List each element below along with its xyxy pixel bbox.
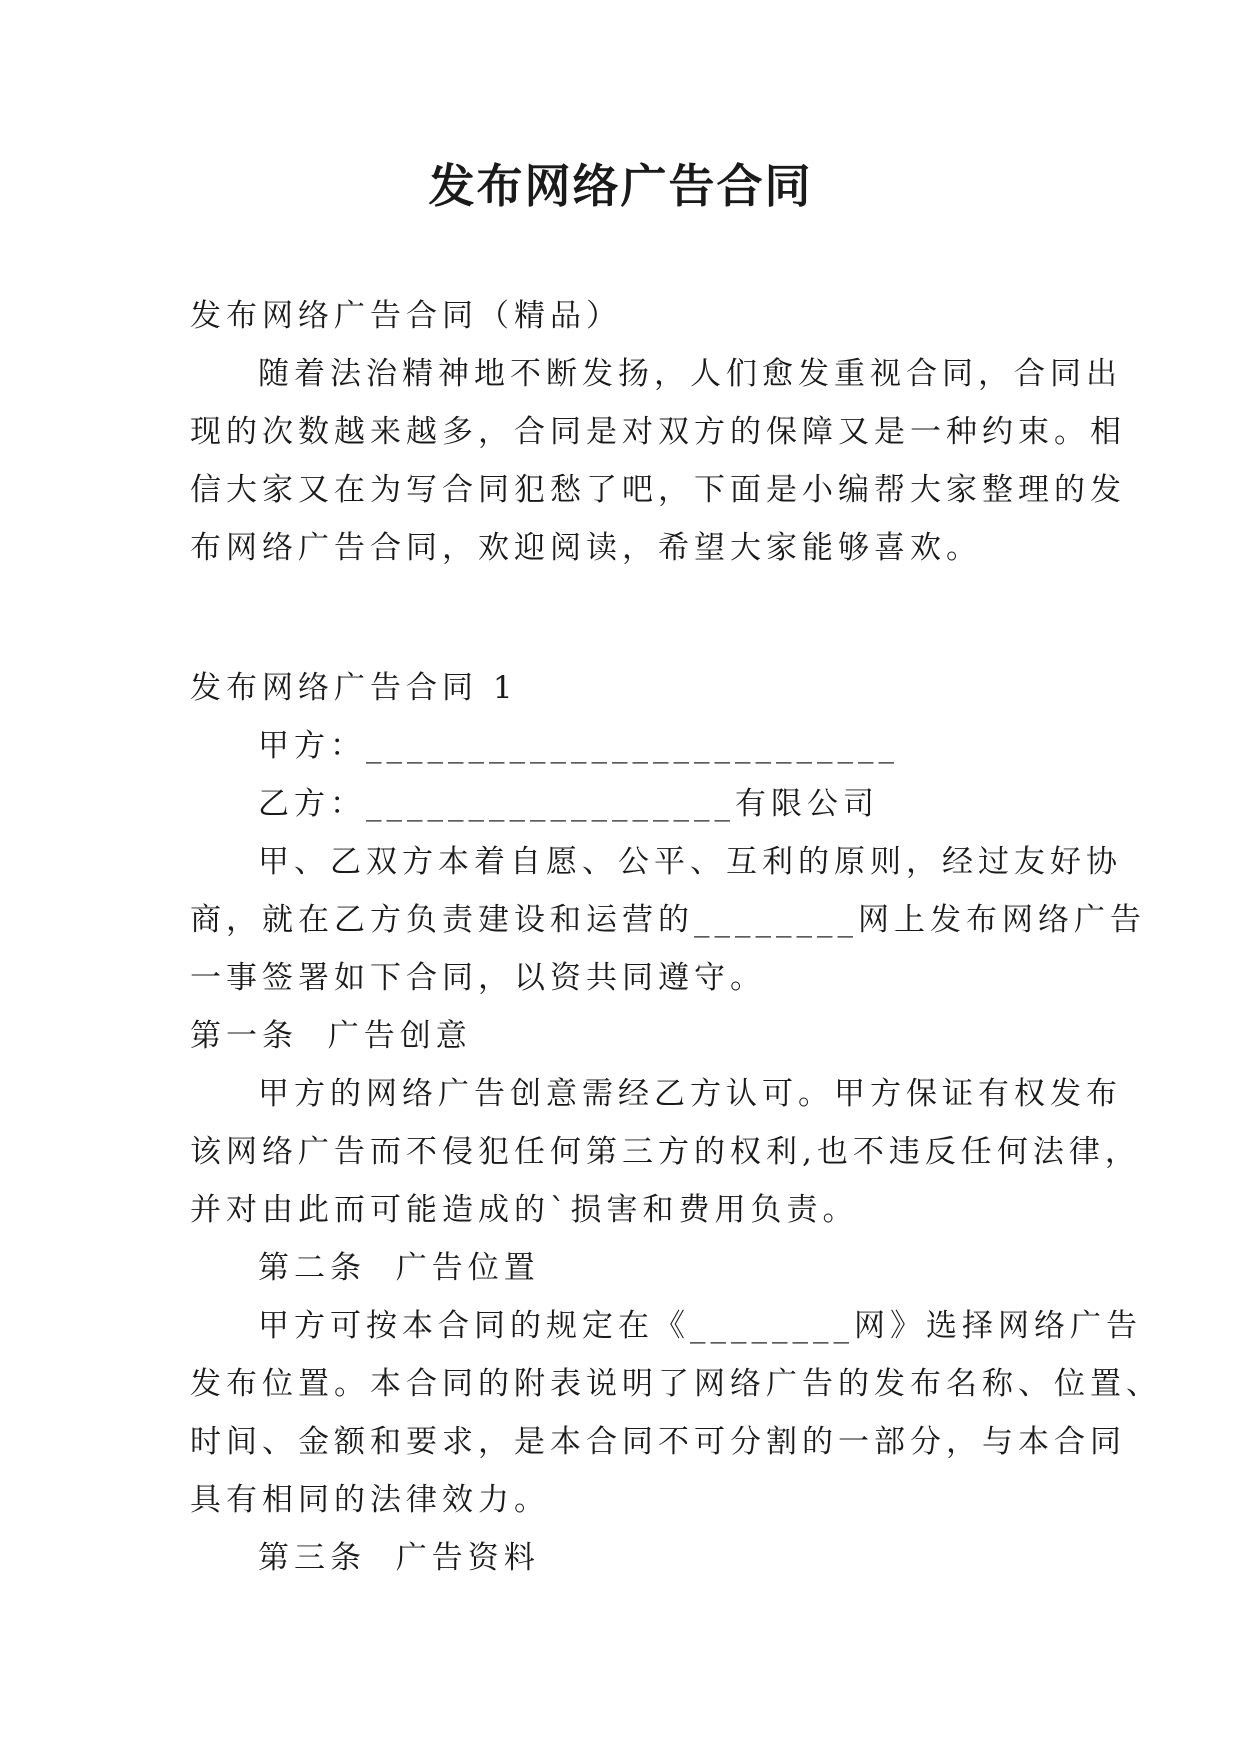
paragraph-gap <box>190 577 1060 659</box>
intro-line: 信大家又在为写合同犯愁了吧，下面是小编帮大家整理的发 <box>190 472 1126 508</box>
article-1-heading: 第一条 广告创意 <box>190 1018 472 1054</box>
article-1-line: 该网络广告而不侵犯任何第三方的权利,也不违反任何法律， <box>190 1134 1141 1170</box>
article-2-line: 时间、金额和要求，是本合同不可分割的一部分，与本合同 <box>190 1424 1126 1460</box>
article-2-line: 具有相同的法律效力。 <box>190 1482 550 1518</box>
intro-line: 现的次数越来越多，合同是对双方的保障又是一种约束。相 <box>190 414 1126 450</box>
article-2-line: 发布位置。本合同的附表说明了网络广告的发布名称、位置、 <box>190 1366 1162 1402</box>
party-b-line: 乙方：__________________有限公司 <box>258 786 879 822</box>
document-subtitle: 发布网络广告合同（精品） <box>190 298 622 334</box>
party-a-line: 甲方：__________________________ <box>258 728 899 764</box>
section-heading: 发布网络广告合同 1 <box>190 670 518 706</box>
document-title: 发布网络广告合同 <box>428 159 813 213</box>
article-1-line: 并对由此而可能造成的`损害和费用负责。 <box>190 1192 859 1228</box>
intro-line: 随着法治精神地不断发扬，人们愈发重视合同，合同出 <box>258 356 1122 392</box>
intro-line: 布网络广告合同，欢迎阅读，希望大家能够喜欢。 <box>190 530 982 566</box>
preamble-line: 一事签署如下合同，以资共同遵守。 <box>190 960 766 996</box>
article-2-heading: 第二条 广告位置 <box>258 1250 540 1286</box>
preamble-line: 商，就在乙方负责建设和运营的________网上发布网络广告 <box>190 902 1146 938</box>
preamble-line: 甲、乙双方本着自愿、公平、互利的原则，经过友好协 <box>258 844 1122 880</box>
document-body <box>190 287 1162 1587</box>
article-2-line: 甲方可按本合同的规定在《________网》选择网络广告 <box>258 1308 1142 1344</box>
article-1-line: 甲方的网络广告创意需经乙方认可。甲方保证有权发布 <box>258 1076 1122 1112</box>
article-3-heading: 第三条 广告资料 <box>258 1540 540 1576</box>
